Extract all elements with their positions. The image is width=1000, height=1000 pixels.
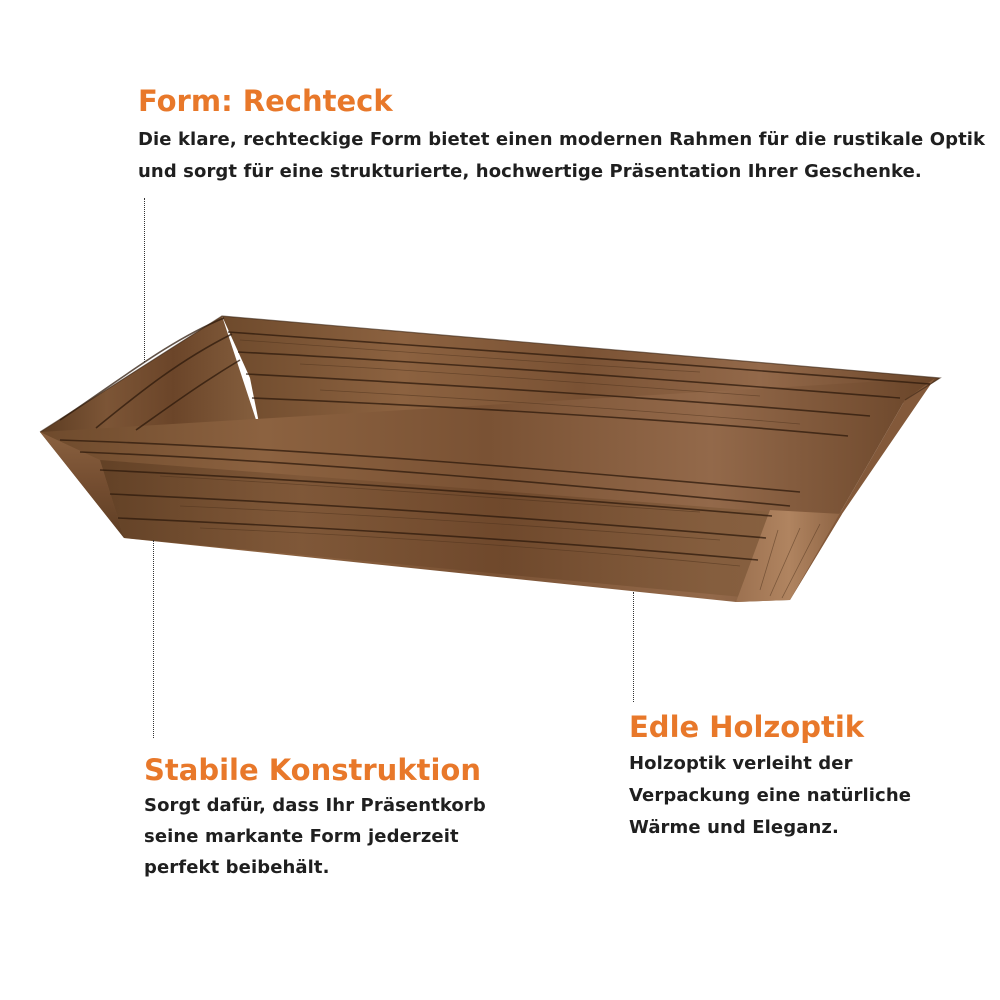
stabile-description-line: seine markante Form jederzeit <box>144 826 459 847</box>
stabile-description <box>144 790 486 883</box>
stabile-description-line: Sorgt dafür, dass Ihr Präsentkorb <box>144 795 486 816</box>
form-description-line: und sorgt für eine strukturierte, hochwertige Präsentation Ihrer Geschenke. <box>138 161 922 182</box>
holzoptik-description-line: Holzoptik verleiht der <box>629 753 853 774</box>
leader-line-form <box>144 198 145 362</box>
form-description <box>138 124 985 188</box>
leader-line-stabile <box>153 540 154 738</box>
holzoptik-description <box>629 748 911 844</box>
holzoptik-heading: Edle Holzoptik <box>629 710 865 744</box>
holzoptik-description-line: Verpackung eine natürliche <box>629 785 912 806</box>
stabile-description-line: perfekt beibehält. <box>144 857 330 878</box>
stabile-heading: Stabile Konstruktion <box>144 753 481 787</box>
form-heading: Form: Rechteck <box>138 84 393 118</box>
form-description-line: Die klare, rechteckige Form bietet einen modernen Rahmen für die rustikale Optik <box>138 129 986 150</box>
leader-line-holzoptik <box>633 592 634 702</box>
holzoptik-description-line: Wärme und Eleganz. <box>629 817 839 838</box>
